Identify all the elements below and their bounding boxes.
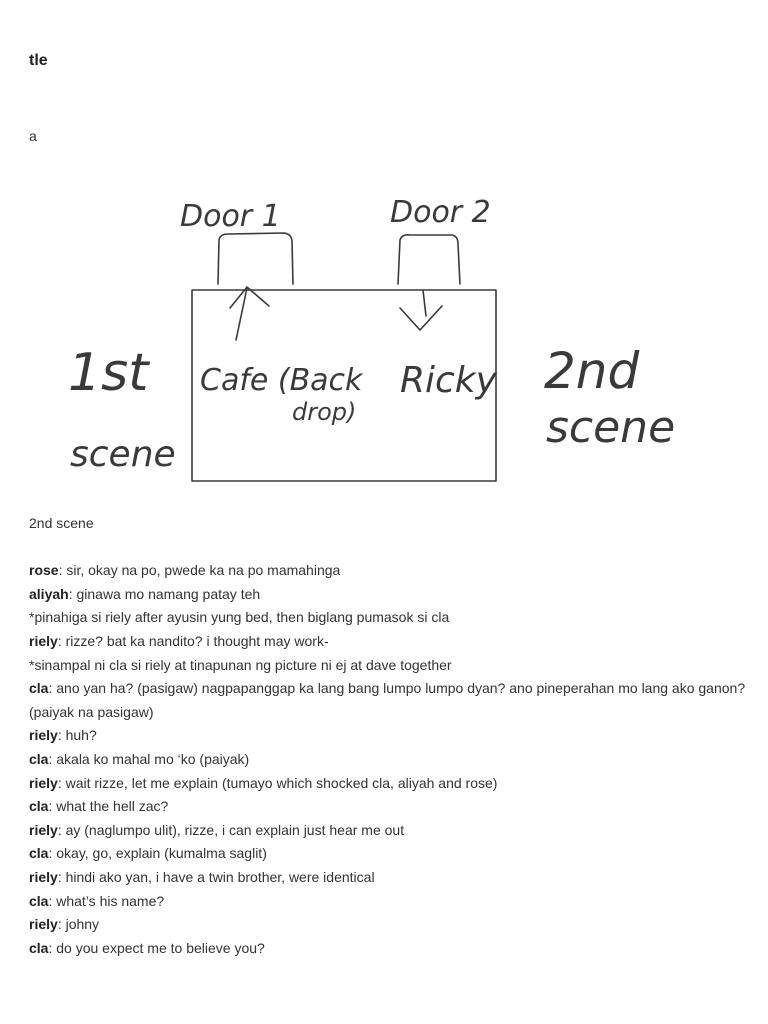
speaker: cla xyxy=(29,680,49,697)
speaker: rose xyxy=(29,562,59,579)
speaker: riely xyxy=(29,916,58,933)
speaker: riely xyxy=(29,727,58,744)
door2-label: Door 2 xyxy=(390,195,491,230)
dialogue: : rizze? bat ka nandito? i thought may work- xyxy=(57,632,329,649)
center-label-3: Ricky xyxy=(400,360,497,401)
speaker: cla xyxy=(29,750,49,767)
dialogue: : do you expect me to believe you? xyxy=(48,939,265,956)
script-line xyxy=(29,606,749,630)
script-line xyxy=(29,583,749,607)
dialogue: : wait rizze, let me explain (tumayo which shocked cla, aliyah and rose) xyxy=(57,774,498,791)
speaker: riely xyxy=(29,632,58,649)
stage-direction: *pinahiga si riely after ayusin yung bed, then biglang pumasok si cla xyxy=(29,609,450,626)
subtitle: a xyxy=(29,128,37,144)
script-line xyxy=(29,819,749,843)
stage-direction: *sinampal ni cla si riely at tinapunan ng picture ni ej at dave together xyxy=(29,656,452,673)
dialogue: : ano yan ha? (pasigaw) nagpapanggap ka lang bang lumpo lumpo dyan? ano pineperahan mo lang ako ganon? (paiyak na pasigaw) xyxy=(29,680,746,720)
center-label-1: Cafe (Back xyxy=(200,363,363,398)
dialogue: : okay, go, explain (kumalma saglit) xyxy=(48,845,267,862)
dialogue: : huh? xyxy=(57,727,97,744)
script-line xyxy=(29,677,749,724)
dialogue: : what’s his name? xyxy=(48,892,165,909)
script-line xyxy=(29,654,749,678)
speaker: cla xyxy=(29,892,49,909)
dialogue: : johny xyxy=(57,916,100,933)
door2-shape xyxy=(398,235,460,284)
dialogue: : what the hell zac? xyxy=(48,798,169,815)
page-title: tle xyxy=(29,52,48,69)
script-line xyxy=(29,772,749,796)
speaker: riely xyxy=(29,868,58,885)
speaker: riely xyxy=(29,821,58,838)
left-label-1: 1st xyxy=(68,343,149,403)
center-label-2: drop) xyxy=(292,398,357,426)
dialogue: : sir, okay na po, pwede ka na po mamahinga xyxy=(58,562,341,579)
down-arrow xyxy=(400,290,442,330)
stage-sketch xyxy=(60,180,720,500)
script-line xyxy=(29,795,749,819)
dialogue: : ginawa mo namang patay teh xyxy=(68,585,261,602)
script-line xyxy=(29,724,749,748)
dialogue: : akala ko mahal mo ‘ko (paiyak) xyxy=(48,750,250,767)
right-label-2: scene xyxy=(546,402,676,453)
speaker: riely xyxy=(29,774,58,791)
door1-shape xyxy=(218,233,293,284)
script-line xyxy=(29,748,749,772)
scene-heading: 2nd scene xyxy=(29,515,94,531)
speaker: cla xyxy=(29,845,49,862)
script-line xyxy=(29,913,749,937)
script-line xyxy=(29,937,749,961)
left-label-2: scene xyxy=(70,434,176,475)
right-label-1: 2nd xyxy=(544,342,640,400)
up-arrow xyxy=(230,287,269,340)
speaker: cla xyxy=(29,939,49,956)
script-line xyxy=(29,866,749,890)
script-line xyxy=(29,559,749,583)
speaker: cla xyxy=(29,798,49,815)
script-line xyxy=(29,630,749,654)
script-body xyxy=(29,512,749,960)
dialogue: : hindi ako yan, i have a twin brother, were identical xyxy=(57,868,375,885)
script-line xyxy=(29,890,749,914)
speaker: aliyah xyxy=(29,585,69,602)
script-line xyxy=(29,842,749,866)
dialogue: : ay (naglumpo ulit), rizze, i can explain just hear me out xyxy=(57,821,405,838)
door1-label: Door 1 xyxy=(180,199,281,234)
